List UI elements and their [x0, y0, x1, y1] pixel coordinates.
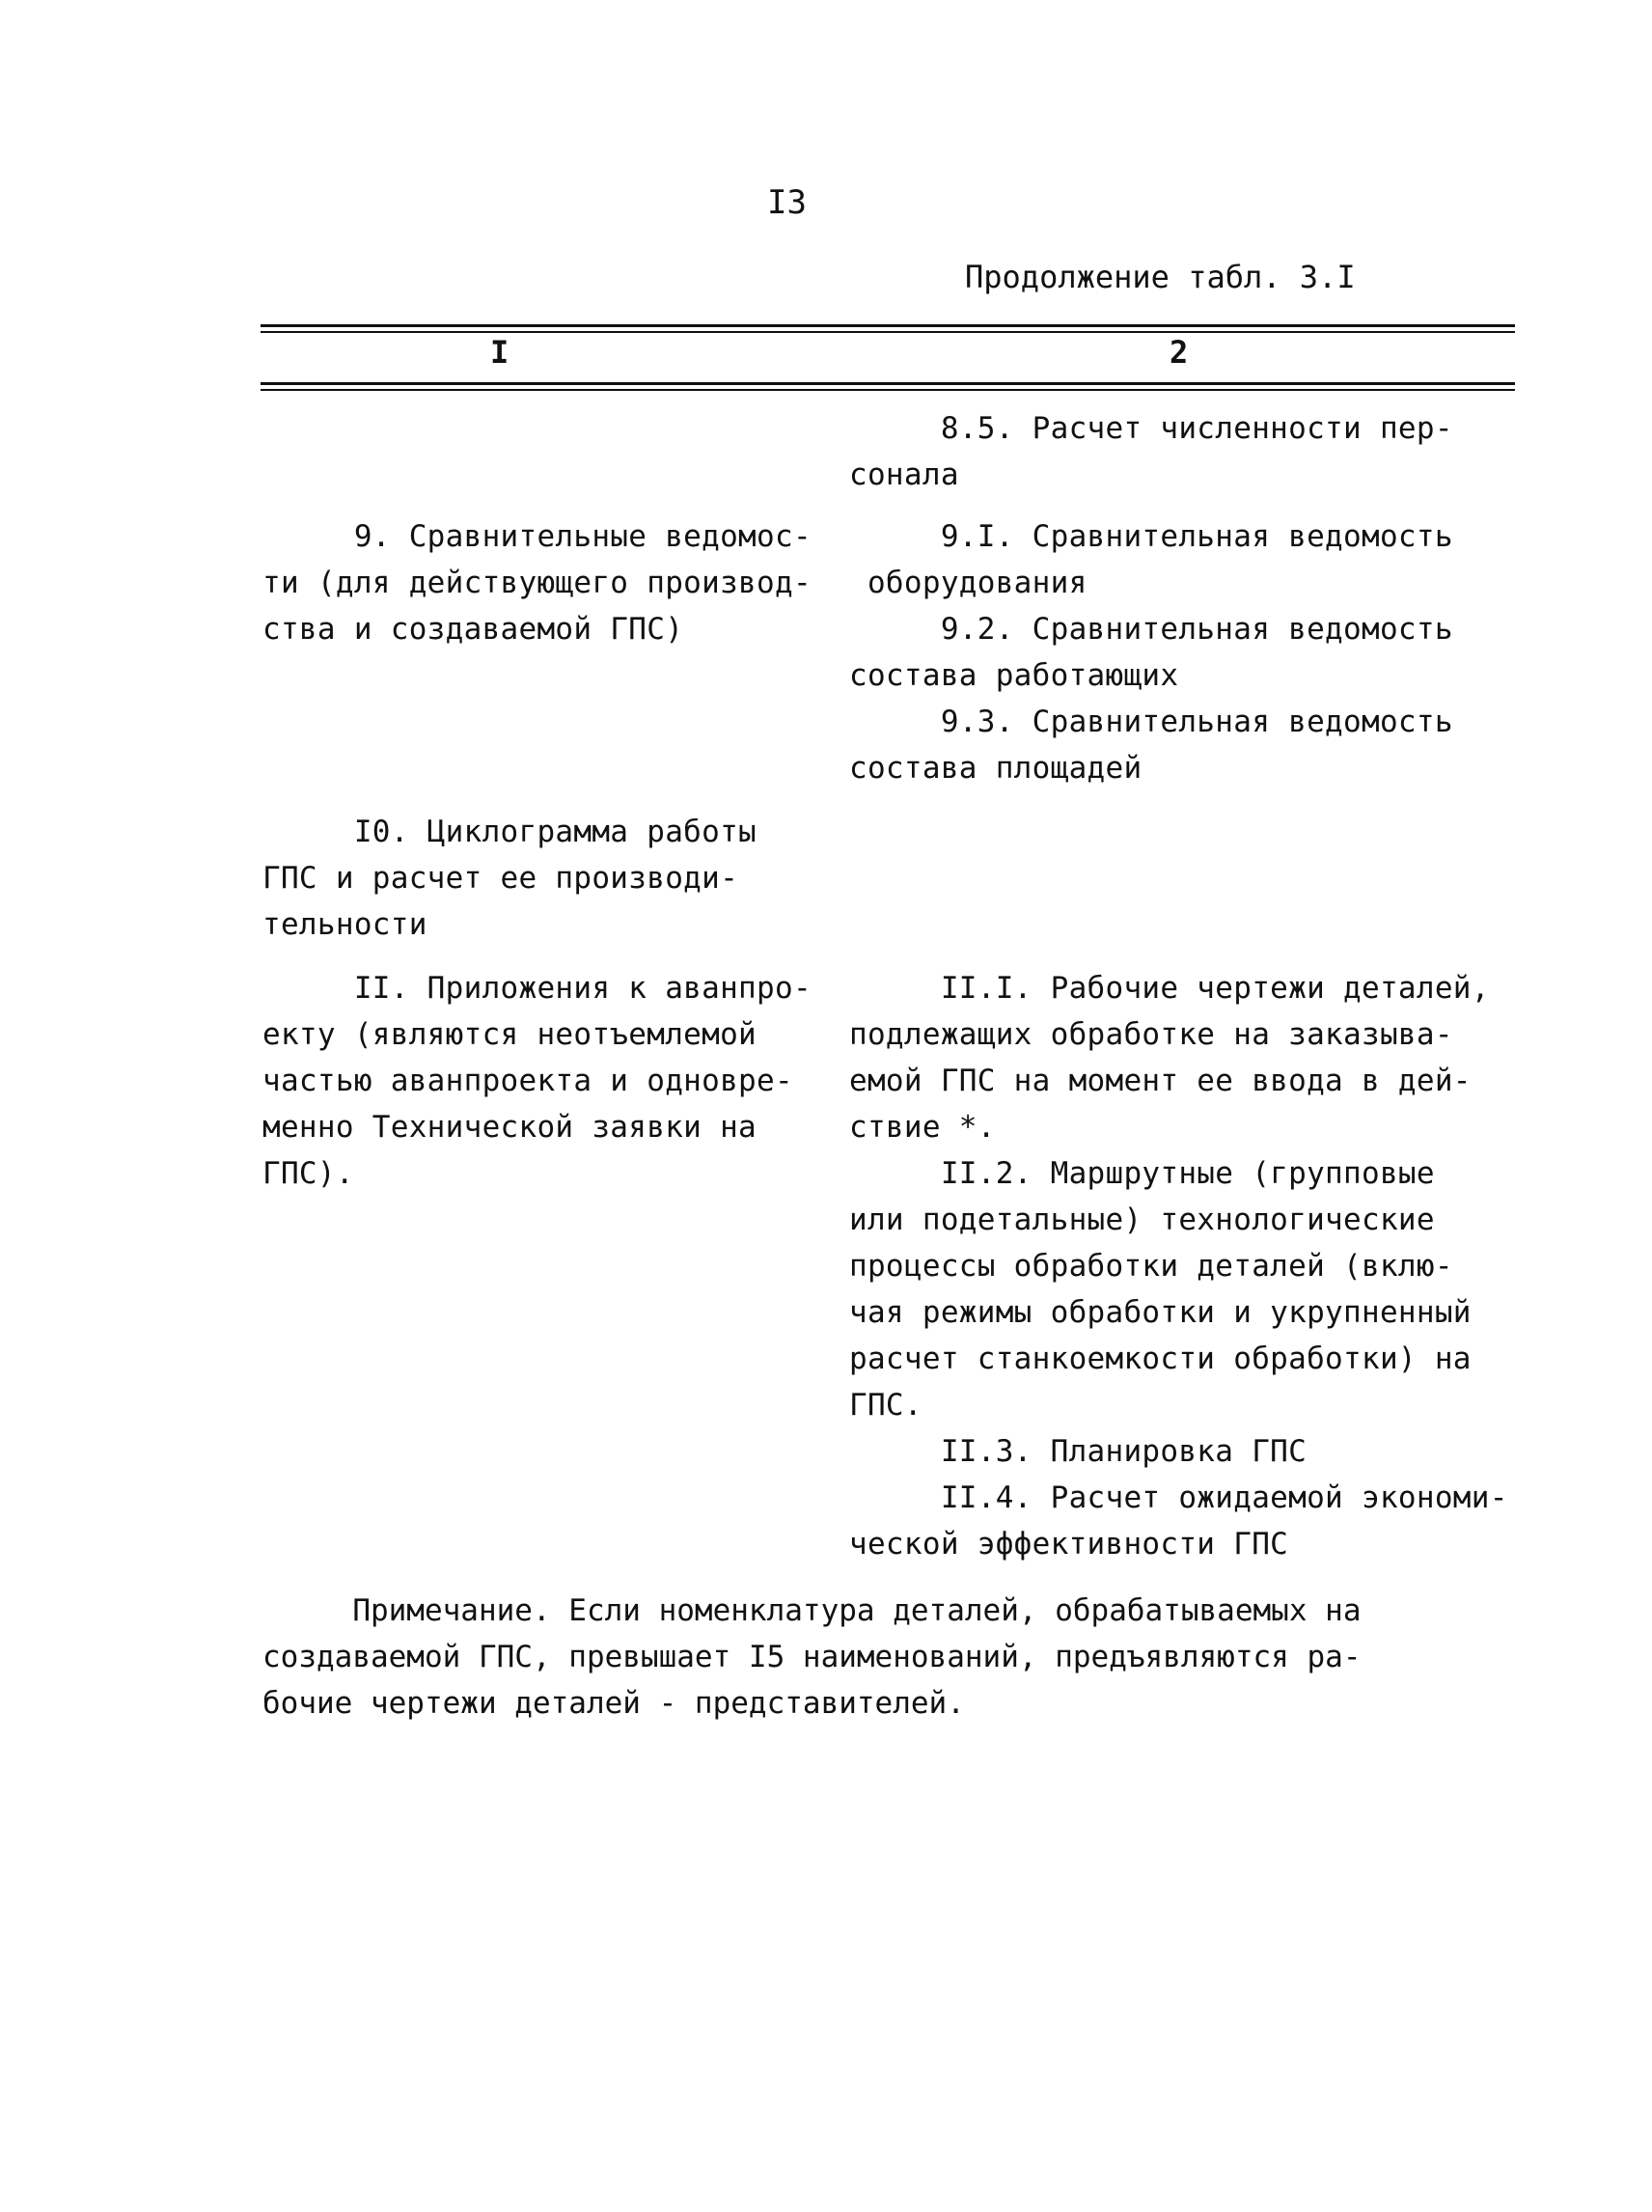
table-row-2-left: I0. Циклограмма работы ГПС и расчет ее производи- тельности — [262, 815, 757, 942]
table-header-rule — [261, 382, 1515, 391]
table-row-3-left: II. Приложения к аванпро- екту (являются неотъемлемой частью аванпроекта и одновре- менно Технической заявки на ГПС). — [262, 971, 812, 1191]
table-row-3-right: II.I. Рабочие чертежи деталей, подлежащих обработке на заказыва- емой ГПС на момент ее ввода в дей- ствие *. II.2. Маршрутные (групповые или подетальные) технологические процессы обработки деталей (вклю- чая режимы обработки и укрупненный расчет станкоемкости обработки) на ГПС. II.3. Планировка ГПС II.4. Расчет ожидаемой экономи- ческой эффективности ГПС — [849, 971, 1508, 1562]
table-row-1-right: 9.I. Сравнительная ведомость оборудования 9.2. Сравнительная ведомость состава работающих 9.3. Сравнительная ведомость состава площадей — [849, 519, 1453, 786]
table-row-0-right: 8.5. Расчет численности пер- сонала — [849, 411, 1453, 492]
table-note: Примечание. Если номенклатура деталей, обрабатываемых на создаваемой ГПС, превышает I5 наименований, предъявляются ра- бочие чертежи деталей - представителей. — [262, 1593, 1362, 1721]
table-top-rule — [261, 324, 1515, 333]
table-caption: Продолжение табл. 3.I — [965, 259, 1356, 295]
column-header-1: I — [490, 334, 509, 371]
table-row-1-left: 9. Сравнительные ведомос- ти (для действующего производ- ства и создаваемой ГПС) — [262, 519, 812, 647]
column-header-2: 2 — [1170, 334, 1189, 371]
page-number: I3 — [767, 183, 807, 222]
